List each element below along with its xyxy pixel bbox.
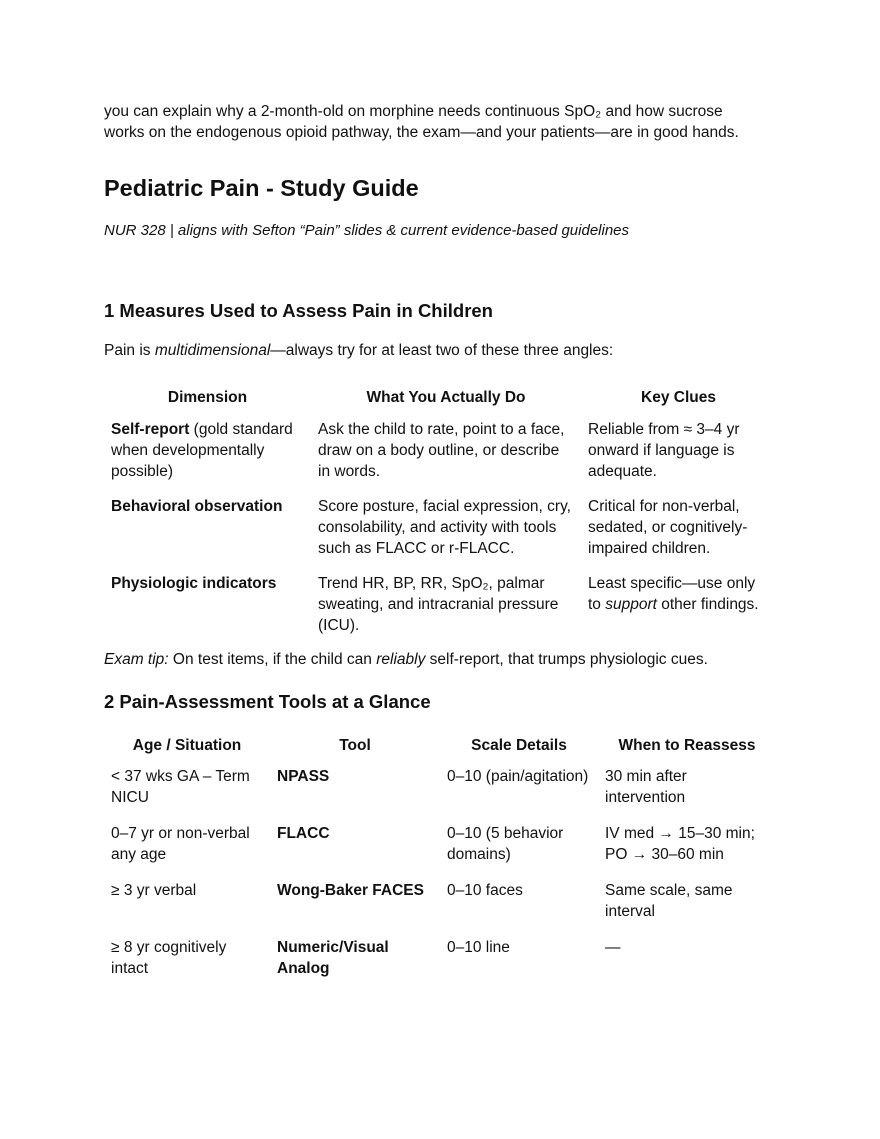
tool-cell (270, 823, 440, 880)
column-header: Scale Details (471, 736, 567, 754)
table-header-row (104, 728, 776, 766)
document-page (104, 101, 776, 994)
dimension-name: Physiologic indicators (111, 575, 277, 592)
page-subtitle: NUR 328 | aligns with Sefton “Pain” slides & current evidence-based guidelines (104, 222, 630, 239)
assessment-tools-table (104, 728, 776, 994)
age-cell: ≥ 8 yr cognitively intact (111, 939, 227, 977)
scale-cell: 0–10 line (447, 939, 510, 956)
reassess-cell: IV med → 15–30 min; PO → 30–60 min (605, 825, 755, 863)
scale-cell: 0–10 (pain/agitation) (447, 768, 589, 785)
tool-cell (270, 880, 440, 937)
clues-cell (581, 419, 776, 496)
scale-cell: 0–10 faces (447, 882, 523, 899)
table-header-row (104, 380, 776, 419)
reassess-cell: 30 min after intervention (605, 768, 687, 806)
tool-name: NPASS (277, 768, 330, 785)
section-2-heading: 2 Pain-Assessment Tools at a Glance (104, 691, 431, 712)
page-title: Pediatric Pain - Study Guide (104, 175, 419, 201)
column-header: Dimension (167, 389, 248, 406)
table-row (104, 419, 776, 496)
assessment-dimensions-table (104, 380, 776, 650)
tool-name: Numeric/Visual Analog (277, 939, 389, 977)
intro-line-1: you can explain why a 2-month-old on morphine needs continuous SpO₂ and how sucrose (104, 103, 723, 120)
intro-paragraph (104, 101, 764, 143)
dimension-name: Self-report (111, 421, 190, 438)
age-cell: 0–7 yr or non-verbal any age (111, 825, 250, 863)
table-row (104, 573, 776, 650)
lead-text-rest: —always try for at least two of these three angles: (270, 342, 614, 359)
column-header: When to Reassess (618, 736, 756, 754)
clues-cell (581, 573, 776, 650)
dimension-name: Behavioral observation (111, 498, 283, 515)
table-row (104, 766, 776, 823)
tool-cell (270, 766, 440, 823)
age-cell: < 37 wks GA – Term NICU (111, 768, 250, 806)
exam-tip-text: On test items, if the child can (168, 651, 377, 668)
section-1-lead (104, 341, 776, 361)
action-cell: Score posture, facial expression, cry, consolability, and activity with tools such as FLACC or r-FLACC. (318, 498, 571, 557)
exam-tip-text-rest: self-report, that trumps physiologic cues. (425, 651, 708, 668)
dimension-cell (104, 496, 311, 573)
table-row (104, 823, 776, 880)
table-row (104, 937, 776, 994)
tool-name: FLACC (277, 825, 330, 842)
column-header: What You Actually Do (366, 389, 526, 406)
column-header: Key Clues (641, 389, 716, 406)
dimension-note: (gold standard when developmentally possible) (111, 421, 293, 480)
table-row (104, 880, 776, 937)
clues-text: Reliable from ≈ 3–4 yr onward if language is adequate. (588, 421, 740, 480)
dimension-cell (104, 419, 311, 496)
column-header: Tool (339, 736, 371, 754)
action-cell: Trend HR, BP, RR, SpO₂, palmar sweating, and intracranial pressure (ICU). (318, 575, 559, 634)
exam-tip-emphasis: reliably (376, 651, 426, 668)
clues-text: Critical for non-verbal, sedated, or cognitively-impaired children. (588, 498, 748, 557)
lead-text: Pain is (104, 342, 155, 359)
dimension-cell (104, 573, 311, 650)
clues-text-rest: other findings. (656, 596, 759, 613)
lead-emphasis: multidimensional (154, 342, 271, 359)
tool-name: Wong-Baker FACES (277, 882, 424, 899)
clues-emphasis: support (605, 596, 657, 613)
clues-text: Least specific—use only to (588, 575, 756, 613)
column-header: Age / Situation (132, 736, 242, 754)
reassess-cell: Same scale, same interval (605, 882, 733, 920)
section-1-heading: 1 Measures Used to Assess Pain in Children (104, 300, 493, 321)
scale-cell: 0–10 (5 behavior domains) (447, 825, 564, 863)
tool-cell (270, 937, 440, 994)
table-row (104, 496, 776, 573)
age-cell: ≥ 3 yr verbal (111, 882, 197, 899)
reassess-cell: — (605, 939, 621, 956)
exam-tip (104, 650, 776, 670)
action-cell: Ask the child to rate, point to a face, draw on a body outline, or describe in words. (318, 421, 565, 480)
clues-cell (581, 496, 776, 573)
intro-line-2: works on the endogenous opioid pathway, the exam—and your patients—are in good hands. (104, 124, 739, 141)
exam-tip-label: Exam tip: (104, 651, 169, 668)
